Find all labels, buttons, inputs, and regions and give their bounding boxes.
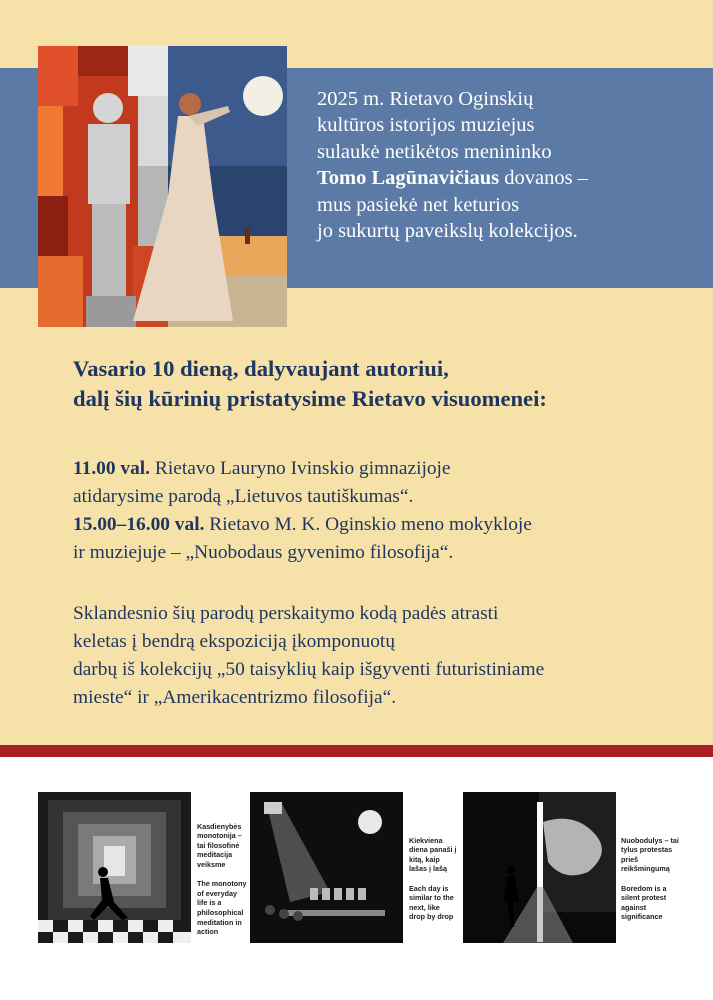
- closing-line-3: darbų iš kolekcijų „50 taisyklių kaip išgyventi futuristiniame: [73, 659, 545, 680]
- schedule-text-2a: Rietavo M. K. Oginskio meno mokykloje: [204, 514, 532, 535]
- closing-line-2: keletas į bendrą ekspoziciją įkomponuotų: [73, 631, 396, 652]
- caption-3: [621, 826, 683, 932]
- closing-line-1: Sklandesnio šių parodų perskaitymo kodą padės atrasti: [73, 603, 499, 624]
- intro-line-2: kultūros istorijos muziejus: [317, 114, 535, 137]
- red-divider: [0, 745, 713, 757]
- heading-line-1: Vasario 10 dieną, dalyvaujant autoriui,: [73, 356, 449, 381]
- intro-line-1: 2025 m. Rietavo Oginskių: [317, 88, 534, 110]
- schedule-text-1a: Rietavo Lauryno Ivinskio gimnazijoje: [150, 458, 451, 479]
- artist-name: Tomo Lagūnavičiaus: [317, 167, 500, 190]
- schedule-time-1: 11.00 val.: [73, 458, 151, 479]
- intro-line-3: sulaukė netikėtos menininko: [317, 140, 552, 163]
- caption-2-lt: Kiekviena diena panaši į kitą, kaip lašas į lašą: [409, 835, 457, 874]
- intro-line-4-rest: dovanos –: [499, 167, 588, 190]
- schedule-item-1: [73, 455, 703, 511]
- closing-line-4: mieste“ ir „Amerikacentrizmo filosofija“.: [73, 687, 397, 708]
- caption-3-lt: Nuobodulys – tai tylus protestas prieš reikšmingumą: [621, 835, 679, 874]
- intro-line-5: mus pasiekė net keturios: [317, 193, 520, 216]
- event-schedule: [73, 455, 703, 567]
- schedule-time-2: 15.00–16.00 val.: [73, 514, 205, 535]
- caption-2: [409, 826, 471, 932]
- intro-text: [317, 86, 697, 244]
- caption-1-en: The monotony of everyday life is a philosophical meditation in action: [197, 879, 247, 937]
- caption-1-lt: Kasdienybės monotonija – tai filosofinė meditacija veiksme: [197, 821, 242, 869]
- artwork-thumbnail-3: [463, 792, 616, 943]
- caption-3-en: Boredom is a silent protest against significance: [621, 883, 667, 922]
- schedule-text-2b: ir muziejuje – „Nuobodaus gyvenimo filosofija“.: [73, 542, 454, 563]
- intro-line-4: [317, 165, 697, 191]
- schedule-text-1b: atidarysime parodą „Lietuvos tautiškumas“.: [73, 486, 414, 507]
- heading-line-2: dalį šių kūrinių pristatysime Rietavo visuomenei:: [73, 386, 547, 411]
- closing-text: [73, 600, 703, 712]
- caption-2-en: Each day is similar to the next, like drop by drop: [409, 883, 454, 922]
- main-painting: [38, 46, 287, 327]
- artwork-thumbnail-1: [38, 792, 191, 943]
- schedule-item-2: [73, 511, 703, 567]
- intro-line-6: jo sukurtų paveikslų kolekcijos.: [317, 220, 578, 243]
- artwork-thumbnail-2: [250, 792, 403, 943]
- event-heading: [73, 354, 703, 414]
